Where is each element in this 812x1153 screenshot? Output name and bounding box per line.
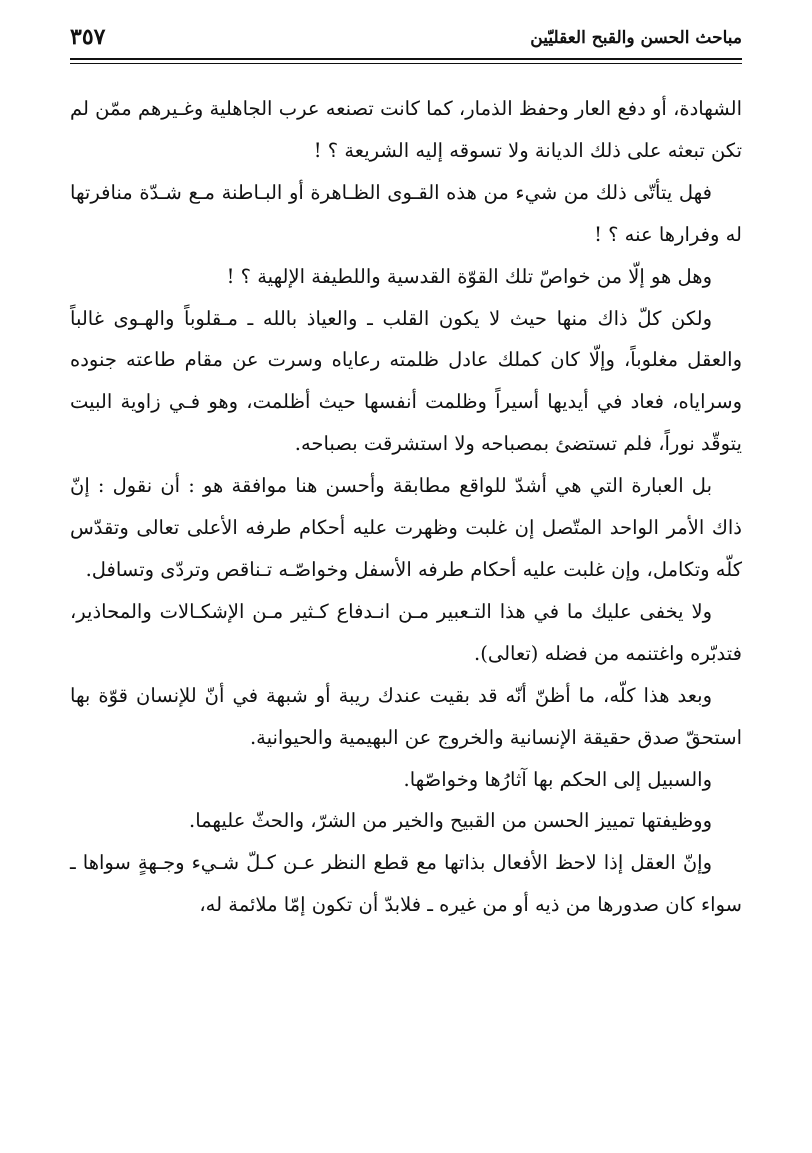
header-rule-thin — [70, 63, 742, 64]
body-text — [70, 88, 742, 926]
paragraph: فهل يتأتّى ذلك من شيء من هذه القـوى الظـاهرة أو البـاطنة مـع شـدّة منافرتها له وفرارها عنه ؟ ! — [70, 180, 742, 246]
paragraph: والسبيل إلى الحكم بها آثارُها وخواصّها. — [403, 767, 712, 791]
paragraph: الشهادة، أو دفع العار وحفظ الذمار، كما كانت تصنعه عرب الجاهلية وغـيرهم ممّن لم تكن تبعثه على ذلك الديانة ولا تسوقه إليه الشريعة ؟ ! — [70, 97, 742, 162]
page-header — [70, 22, 742, 58]
paragraph: ووظيفتها تمييز الحسن من القبيح والخير من الشرّ، والحثّ عليهما. — [189, 809, 712, 833]
paragraph: بل العبارة التي هي أشدّ للواقع مطابقة وأحسن هنا موافقة هو : أن نقول : إنّ ذاك الأمر الواحد المتّصل إن غلبت وظهرت عليه أحكام طرفه الأعلى تعالى وتقدّس كلّه وتكامل، وإن غلبت عليه أحكام طرفه الأسفل وخواصّـه تـناقص وتردّى وتسافل. — [70, 474, 742, 581]
paragraph: وهل هو إلّا من خواصّ تلك القوّة القدسية واللطيفة الإلهية ؟ ! — [226, 264, 712, 288]
paragraph: وبعد هذا كلّه، ما أظنّ أنّه قد بقيت عندك ريبة أو شبهة في أنّ للإنسان قوّة بها استحقّ صدق حقيقة الإنسانية والخروج عن البهيمية والحيوانية. — [70, 683, 742, 749]
running-title: مباحث الحسن والقبح العقليّين — [530, 28, 742, 48]
header-rule-thick — [70, 58, 742, 60]
page-number: ٣٥٧ — [70, 24, 106, 50]
paragraph: وإنّ العقل إذا لاحظ الأفعال بذاتها مع قطع النظر عـن كـلّ شـيء وجـهةٍ سواها ـ سواء كان صدورها من ذيه أو من غيره ـ فلابدّ أن تكون إمّا ملائمة له، — [70, 851, 742, 917]
paragraph: ولا يخفى عليك ما في هذا التـعبير مـن انـدفاع كـثير مـن الإشكـالات والمحاذير، فتدبّره واغتنمه من فضله (تعالى). — [70, 599, 742, 665]
paragraph: ولكن كلّ ذاك منها حيث لا يكون القلب ـ والعياذ بالله ـ مـقلوباً والهـوى غالباً والعقل مغلوباً، وإلّا كان كملك عادل ظلمته رعاياه وسرت عن مقام طاعته جنوده وسراياه، فعاد في أيديها أسيراً وظلمت أنفسها حيث أظلمت، وهو فـي زاوية البيت يتوقّد نوراً، فلم تستضئ بمصباحه ولا استشرقت بصباحه. — [70, 306, 742, 456]
